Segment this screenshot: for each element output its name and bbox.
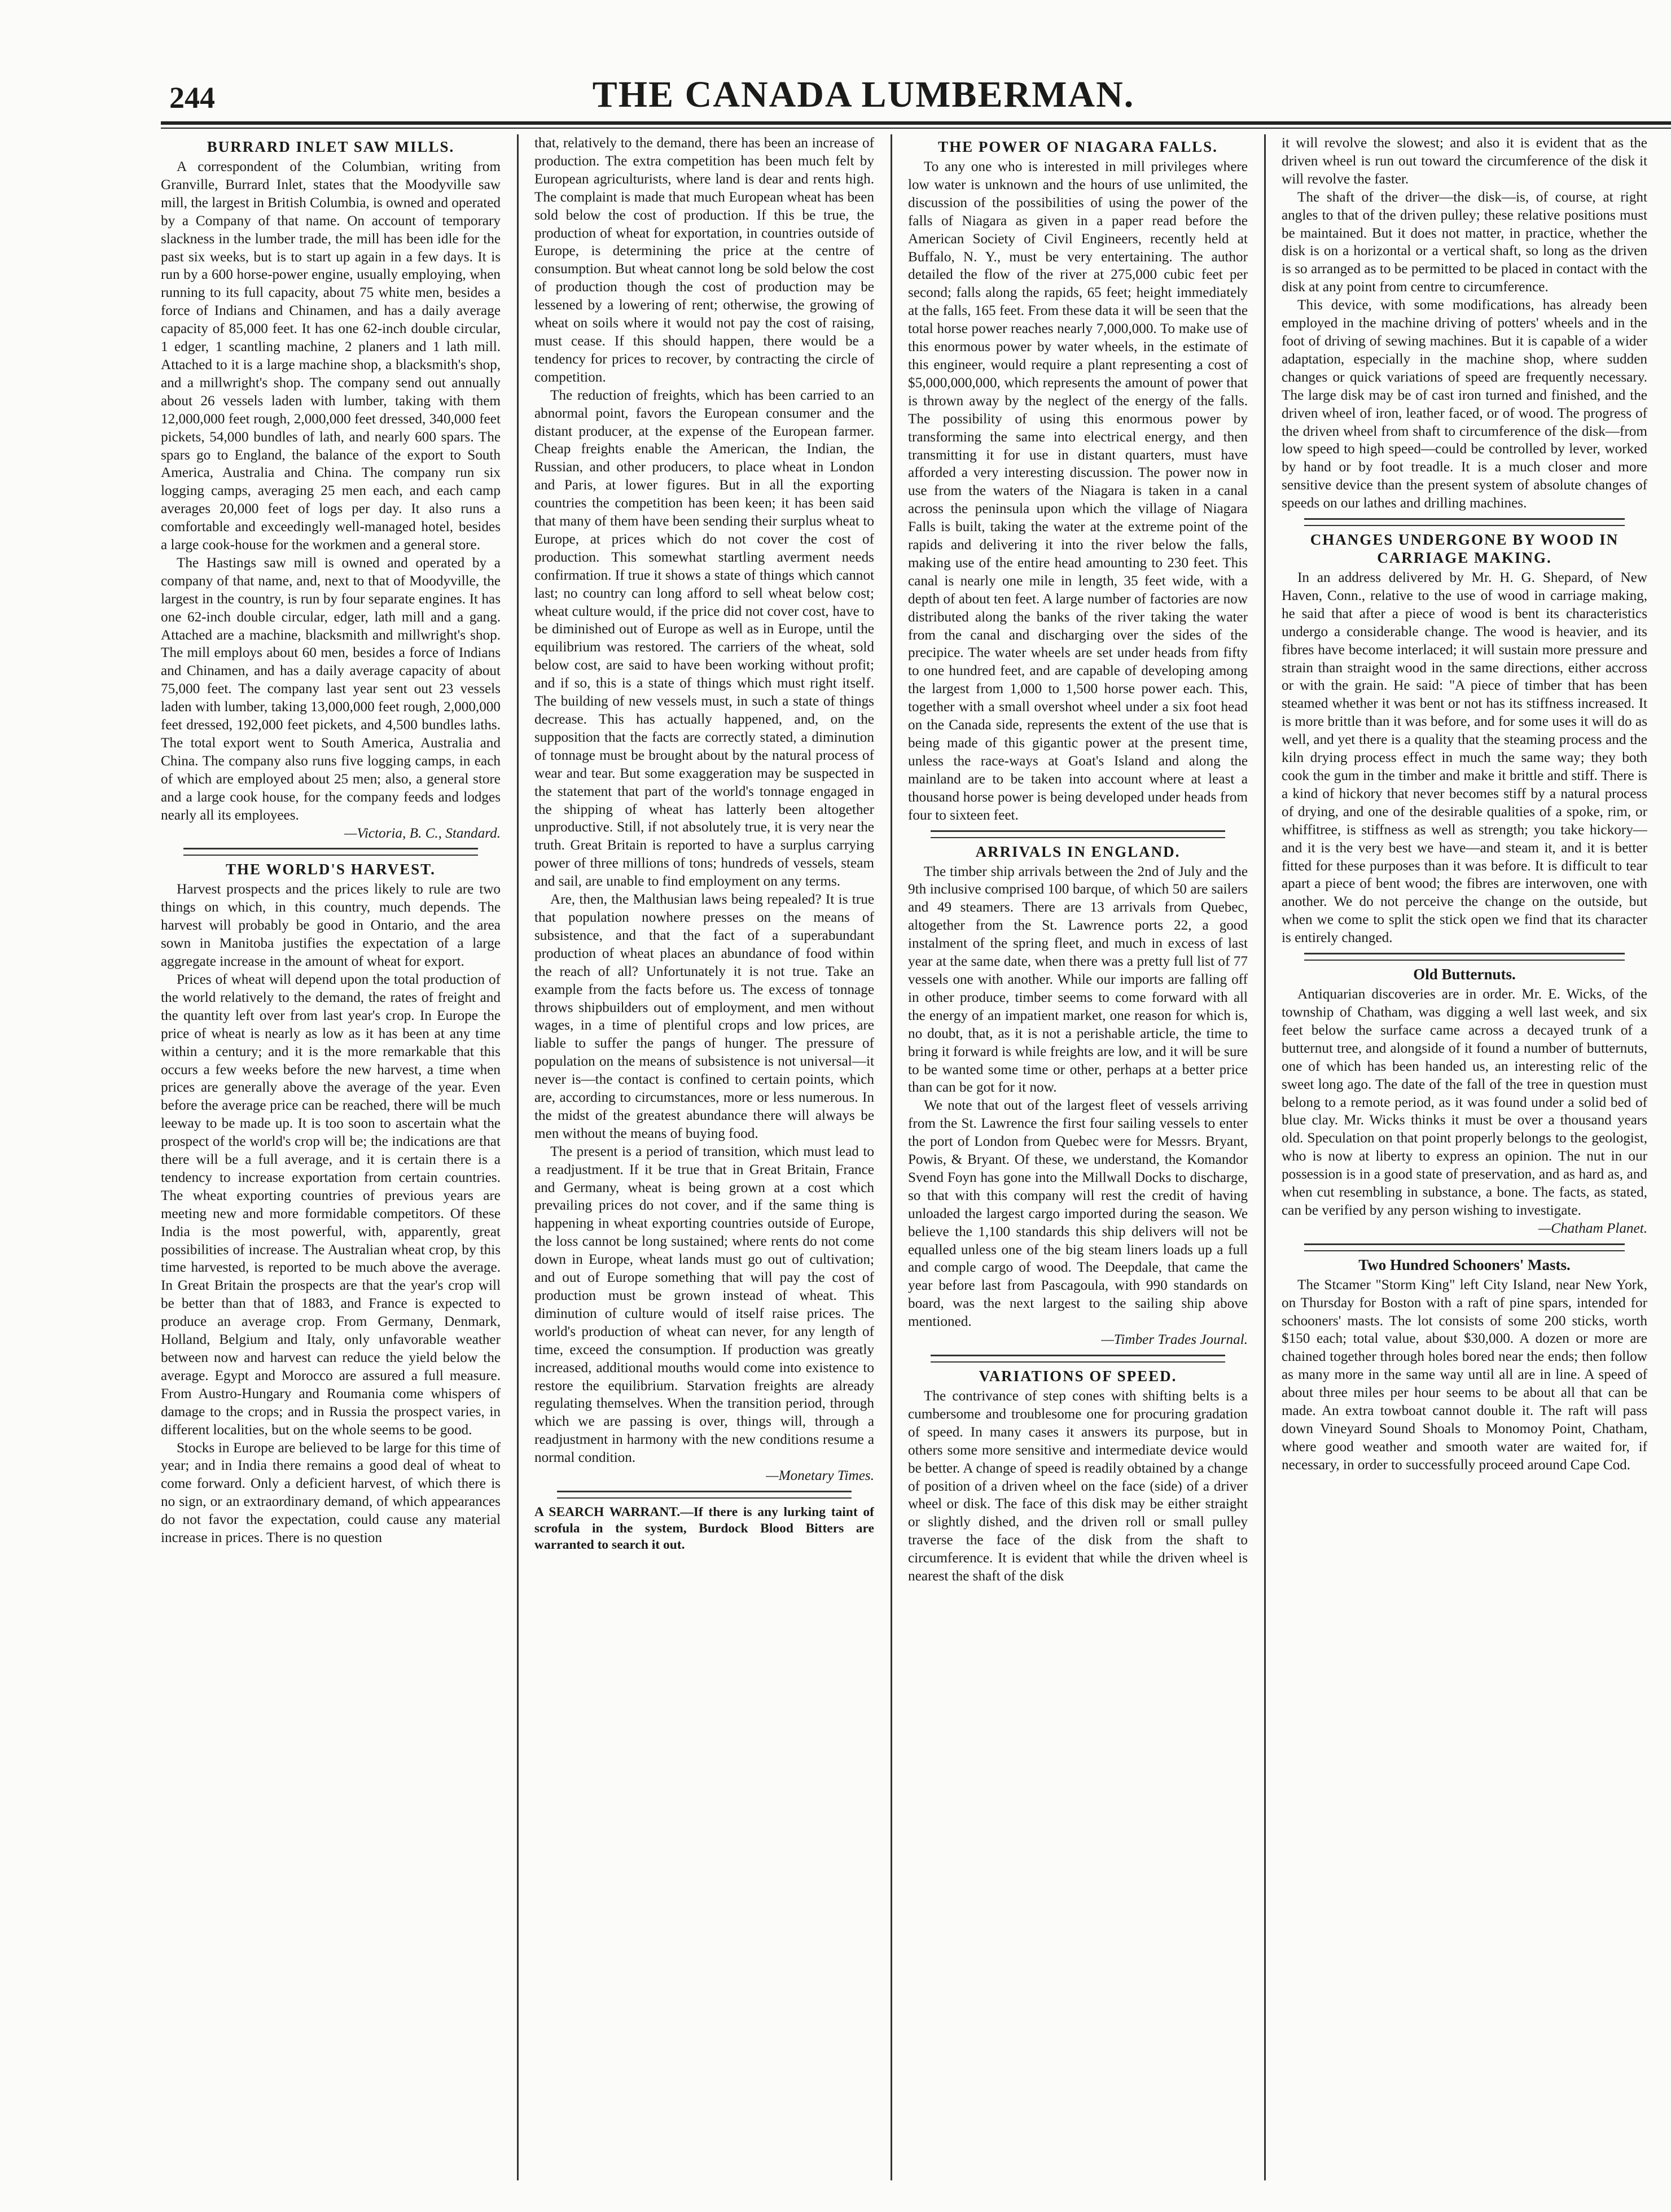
article-paragraph: A correspondent of the Columbian, writing from Granville, Burrard Inlet, states that the Moodyville saw mill, the largest in British Columbia, is owned and operated by a Company of that name. On account of temporary slackness in the lumber trade, the mill has been idle for the past six weeks, but is to start up again in a few days. It is run by a 600 horse-power engine, usually employing, when running to its full capacity, about 75 white men, besides a force of Indians and Chinamen, and has a daily average capacity of 85,000 feet. It has one 62-inch double circular, 1 edger, 1 scantling machine, 2 planers and 1 lath mill. Attached to it is a large machine shop, a blacksmith's shop, and a millwright's shop. The company send out annually about 26 vessels laden with lumber, taking with them 12,000,000 feet rough, 2,000,000 feet dressed, 340,000 feet pickets, 54,000 bundles of lath, and nearly 600 spars. The spars go to England, the balance of the export to South America, Australia and China. The company run six logging camps, averaging 25 men each, and each camp averages 20,000 feet of logs per day. It also runs a comfortable and exceedingly well-managed hotel, besides a large cook-house for the workmen and a general store.	[161, 159, 501, 553]
article-separator	[1304, 953, 1625, 961]
article-paragraph: This device, with some modifications, has already been employed in the machine driving of potters' wheels and in the foot of driving of sewing machines. But it is capable of a wider adaptation, especially in the machine shop, where sudden changes or quick variations of speed are frequently necessary. The large disk may be of cast iron turned and finished, and the driven wheel of iron, leather faced, or of wood. The progress of the driven wheel from shaft to circumference of the disk—from low speed to high speed—could be controlled by lever, worked by hand or by foot treadle. It is a much closer and more sensitive device than the present system of absolute changes of speeds on our lathes and drilling machines.	[1282, 297, 1647, 511]
ad-lead: A SEARCH WARRANT.	[534, 1504, 681, 1519]
column-3	[908, 134, 1248, 2180]
header-rule-thin	[161, 128, 1671, 129]
article-paragraph: Harvest prospects and the prices likely to rule are two things on which, in this country, much depends. The harvest will probably be good in Ontario, and the area sown in Manitoba justifies the expectation of a large aggregate increase in the amount of wheat for export.	[161, 882, 501, 970]
column-divider	[517, 134, 519, 2180]
article-paragraph: The shaft of the driver—the disk—is, of course, at right angles to that of the driven pulley; these relative positions must be maintained. But it does not matter, in practice, whether the disk is on a horizontal or a vertical shaft, so long as the driven is so arranged as to be permitted to be placed in contact with the disk at any point from centre to circumference.	[1282, 189, 1647, 295]
article-source: —Monetary Times.	[766, 1468, 874, 1484]
article-paragraph: In an address delivered by Mr. H. G. Shepard, of New Haven, Conn., relative to the use of wood in carriage making, he said that after a piece of wood is bent its characteristics undergo a considerable change. The wood is heavier, and its fibres have become interlaced; it will sustain more pressure and strain than straight wood in the same directions, either accross or with the grain. He said: "A piece of timber that has been steamed whether it was bent or not has its stiffness increased. It is more brittle than it was before, and for some uses it will do as well, and yet there is a quality that the steaming process and the kiln drying process effect in much the same way; they both cook the gum in the timber and make it brittle and stiff. There is a kind of hickory that never becomes stiff by a natural process of drying, and one of the desirable qualities of a spoke, rim, or whiffitree, is stiffness as well as strength; you take hickory—and it is the very best we have—and steam it, and it is better fitted for these purposes than it was before. It is difficult to tear apart a piece of bent wood; the fibres are interwoven, one with another. We do not perceive the change on the outside, but when we come to split the stick open we find that its character is entirely changed.	[1282, 570, 1647, 946]
column-divider	[1264, 134, 1266, 2180]
article-title-burrard: BURRARD INLET SAW MILLS.	[207, 138, 455, 155]
column-2	[534, 134, 874, 2180]
article-title-niagara: THE POWER OF NIAGARA FALLS.	[938, 138, 1218, 155]
article-separator	[931, 1355, 1225, 1363]
article-source: —Timber Trades Journal.	[1101, 1332, 1248, 1348]
column-4	[1282, 134, 1647, 2180]
article-title-butternuts: Old Butternuts.	[1413, 966, 1516, 983]
article-paragraph: The Hastings saw mill is owned and operated by a company of that name, and, next to that of Moodyville, the largest in the country, is run by four separate engines. It has one 62-inch double circular, edger, lath mill and a gang. Attached are a machine, blacksmith and millwright's shop. The mill employs about 60 men, besides a force of Indians and Chinamen, and has a daily average capacity of about 75,000 feet. The company last year sent out 23 vessels laden with lumber, taking 13,000,000 feet rough, 2,000,000 feet dressed, 192,000 feet pickets, and 4,500 bundles laths. The total export went to South America, Australia and China. The company also runs five logging camps, in each of which are employed about 25 men; also, a general store and a large cook house, for the company feeds and lodges nearly all its employees.	[161, 555, 501, 823]
article-title-speed: VARIATIONS OF SPEED.	[979, 1368, 1177, 1385]
page-number: 244	[169, 81, 215, 115]
article-paragraph: The Stcamer "Storm King" left City Island, near New York, on Thursday for Boston with a raft of pine spars, intended for schooners' masts. The lot consists of some 200 sticks, worth $150 each; total value, about $30,000. A dozen or more are chained together through holes bored near the ends; then follow as many more in the same way until all are in line. A speed of about three miles per hour seems to be about all that can be made. An extra towboat cannot double it. The raft will pass down Vineyard Sound Shoals to Monomoy Point, Chatham, where good weather and smooth water are waited for, if necessary, in order to successfully proceed around Cape Cod.	[1282, 1277, 1647, 1473]
column-divider	[891, 134, 892, 2180]
article-separator	[557, 1491, 852, 1499]
article-paragraph: The timber ship arrivals between the 2nd of July and the 9th inclusive comprised 100 barque, of which 50 are sailers and 49 steamers. There are 13 arrivals from Quebec, altogether from the St. Lawrence ports 22, a good instalment of the spring fleet, and much in excess of last year at the same date, when there was a pretty full list of 77 vessels one with another. While our imports are falling off in other produce, timber seems to come forward with all the energy of an impatient market, one reason for which is, no doubt, that, as it is not a perishable article, the time to bring it forward is while freights are low, and it will be sure to be wanted some time or other, perhaps at a better price than can be got for it now.	[908, 864, 1248, 1096]
article-paragraph: The present is a period of transition, which must lead to a readjustment. If it be true that in Great Britain, France and Germany, wheat is being grown at a cost which prevailing prices do not cover, and if the same thing is happening in wheat exporting countries outside of Europe, the loss cannot be long sustained; where rents do not come down in Europe, wheat lands must go out of cultivation; and out of Europe something that will pay the cost of production must be grown instead of wheat. This diminution of culture would of itself raise prices. The world's production of wheat can never, for any length of time, exceed the consumption. If production was greatly increased, additional mouths would come into existence to restore the equilibrium. Starvation freights are already regulating themselves. When the transition period, through which we are passing is over, things will, through a readjustment in harmony with the new conditions resume a normal condition.	[534, 1144, 874, 1466]
article-paragraph: that, relatively to the demand, there has been an increase of production. The extra competition has been much felt by European agriculturists, where land is dear and rents high. The complaint is made that much European wheat has been sold below the cost of production. If this be true, the production of wheat for exportation, in countries outside of Europe, is determining the price at the centre of consumption. But wheat cannot long be sold below the cost of production though the cost of production may be lessened by a lowering of rent; otherwise, the growing of wheat on soils where it would not pay the cost of raising, must cease. If this should happen, there would be a tendency for prices to recover, by contracting the circle of competition.	[534, 135, 874, 385]
columns-container	[161, 134, 1671, 2180]
article-paragraph: To any one who is interested in mill privileges where low water is unknown and the hours of use unlimited, the discussion of the possibilities of using the power of the falls of Niagara as given in a paper read before the American Society of Civil Engineers, recently held at Buffalo, N. Y., must be very entertaining. The author detailed the flow of the river at 275,000 cubic feet per second; falls along the rapids, 65 feet; height immediately at the falls, 165 feet. From these data it will be seen that the total horse power reaches nearly 7,000,000. To make use of this enormous power by water wheels, in the estimate of this engineer, would require a plant representing a cost of $5,000,000,000, which represents the amount of power that is thrown away by the neglect of the energy of the falls. The possibility of using this enormous power by transforming the same into electrical energy, and then transmitting it for use in distant quarters, must have afforded a very interesting discussion. The power now in use from the waters of the Niagara is taken in a canal across the peninsula upon which the village of Niagara Falls is built, taking the water at the extreme point of the rapids and delivering it into the river below the falls, making use of the entire head amounting to 230 feet. This canal is nearly one mile in length, 35 feet wide, with a depth of about ten feet. A large number of factories are now distributed along the banks of the river taking the water from the canal and discharging over the sides of the precipice. The water wheels are set under heads from fifty to one hundred feet, and are capable of developing among the largest from 1,000 to 1,500 horse power each. This, together with a small overshot wheel under a six foot head on the Canada side, represents the extent of the use that is being made of this gigantic power at the present time, unless the race-ways at Goat's Island and along the mainland are to be taken into account where at least a thousand horse power is being developed under heads from four to sixteen feet.	[908, 159, 1248, 823]
article-title-harvest: THE WORLD'S HARVEST.	[226, 861, 436, 878]
article-paragraph: Antiquarian discoveries are in order. Mr. E. Wicks, of the township of Chatham, was digging a well last week, and six feet below the surface came across a decayed trunk of a butternut tree, and alongside of it found a number of butternuts, one of which has been handed us, an interesting relic of the sweet long ago. The date of the fall of the tree in question must belong to a remote period, as it was found under a solid bed of blue clay. Mr. Wicks thinks it must be over a thousand years old. Speculation on that point properly belongs to the geologist, who is now at liberty to express an opinion. The nut in our possession is in a good state of preservation, and as hard as, and when cut resembling in substance, a bone. The facts, as stated, can be verified by any person wishing to investigate.	[1282, 987, 1647, 1218]
article-title-carriage: CHANGES UNDERGONE BY WOOD IN CARRIAGE MAKING.	[1310, 531, 1619, 567]
article-separator	[1304, 1243, 1625, 1251]
article-source: —Victoria, B. C., Standard.	[344, 825, 501, 841]
article-title-arrivals: ARRIVALS IN ENGLAND.	[975, 843, 1181, 860]
article-source: —Chatham Planet.	[1538, 1220, 1647, 1236]
article-paragraph: Are, then, the Malthusian laws being repealed? It is true that population nowhere presses on the means of subsistence, and that the fact of a superabundant production of wheat places an abundance of food within the reach of all? Unfortunately it is not true. Take an example from the facts before us. The excess of tonnage throws shipbuilders out of employment, and men without wages, in a time of plentiful crops and low prices, are liable to suffer the pangs of hunger. The pressure of population on the means of subsistence is not universal—it never is—the contact is confined to certain points, which are, according to circumstances, more or less numerous. In the midst of the greatest abundance there will always be men without the means of buying food.	[534, 892, 874, 1141]
masthead-title: THE CANADA LUMBERMAN.	[592, 74, 1135, 115]
advertisement-burdock	[534, 1504, 874, 1553]
article-paragraph: The reduction of freights, which has been carried to an abnormal point, favors the European consumer and the distant producer, at the expense of the European farmer. Cheap freights enable the American, the Indian, the Russian, and other producers, to place wheat in London and Paris, at lower figures. But in all the exporting countries the competition has been keen; it has been said that many of them have been sending their surplus wheat to Europe, at prices which do not cover the cost of production. This somewhat startling averment needs confirmation. If true it shows a state of things which cannot last; no country can long afford to sell wheat below cost; wheat culture would, if the price did not cover cost, have to be diminished out of Europe as well as in Europe, until the equilibrium was restored. The carriers of the wheat, sold below cost, are said to have been working without profit; and if so, this is a state of things which must right itself. The building of new vessels must, in such a state of things decrease. This has actually happened, and, on the supposition that the facts are correctly stated, a diminution of tonnage must be brought about by the natural process of wear and tear. But some exaggeration may be suspected in the statement that part of the world's tonnage engaged in the shipping of wheat has latterly been altogether unproductive. Still, if not absolutely true, it is very near the truth. Great Britain is reported to have a surplus carrying power of three millions of tons; hundreds of vessels, steam and sail, are unable to find employment on any terms.	[534, 387, 874, 890]
column-1	[161, 134, 501, 2180]
article-title-masts: Two Hundred Schooners' Masts.	[1358, 1256, 1571, 1273]
article-separator	[931, 830, 1225, 838]
article-separator	[183, 848, 478, 856]
ad-text: —If there is any lurking taint of scrofula in the system, Burdock Blood Bitters are warranted to search it out.	[534, 1504, 874, 1552]
article-paragraph: Stocks in Europe are believed to be large for this time of year; and in India there remains a good deal of wheat to come forward. Only a deficient harvest, of which there is no sign, or an extraordinary demand, of which appearances do not favor the expectation, could cause any material increase in prices. There is no question	[161, 1440, 501, 1546]
article-separator	[1304, 518, 1625, 526]
article-paragraph: The contrivance of step cones with shifting belts is a cumbersome and troublesome one for procuring gradation of speed. In many cases it answers its purpose, but in others some more sensitive and intermediate device would be better. A change of speed is readily obtained by a change of position of a driven wheel on the face (side) of a driver wheel or disk. The face of this disk may be either straight or slightly dished, and the driven roll or small pulley traverse the face of the disk from the shaft to circumference. It is evident that while the driven wheel is nearest the shaft of the disk	[908, 1388, 1248, 1584]
header-rule	[161, 121, 1671, 125]
article-paragraph: Prices of wheat will depend upon the total production of the world relatively to the demand, the rates of freight and the quantity left over from last year's crop. In Europe the price of wheat is nearly as low as it has been at any time within a century; and it is the more remarkable that this occurs a few weeks before the new harvest, a time when prices are generally above the average of the year. Even before the average price can be reached, there will be much leeway to be made up. It is too soon to ascertain what the prospect of the world's crop will be; the indications are that there will be a full average, and it is certain there is a tendency to increase exportation from certain countries. The wheat exporting countries of previous years are meeting new and more formidable competitors. Of these India is the most powerful, with, apparently, great possibilities of increase. The Australian wheat crop, by this time harvested, is reported to be much above the average. In Great Britain the prospects are that the year's crop will be better than that of 1883, and France is expected to produce an average crop. From Germany, Denmark, Holland, Belgium and Italy, only unfavorable weather between now and harvest can reduce the yield below the average. Egypt and Morocco are assured a full measure. From Austro-Hungary and Roumania come whispers of damage to the crops; and in Russia the prospect varies, in different localities, but on the whole seems to be good.	[161, 971, 501, 1438]
article-paragraph: We note that out of the largest fleet of vessels arriving from the St. Lawrence the first four sailing vessels to enter the port of London from Quebec were for Messrs. Bryant, Powis, & Bryant. Of these, we understand, the Komandor Svend Foyn has gone into the Millwall Docks to discharge, so that with this company will rest the credit of having unloaded the largest cargo imported during the season. We believe the 1,100 standards this ship delivers will not be equalled unless one of the big steam liners loads up a full and comple cargo of wood. The Deepdale, that came the year before last from Pascagoula, with 990 standards on board, was the next largest to the sailing ship above mentioned.	[908, 1098, 1248, 1330]
article-paragraph: it will revolve the slowest; and also it is evident that as the driven wheel is run out toward the circumference of the disk it will revolve the faster.	[1282, 135, 1647, 187]
